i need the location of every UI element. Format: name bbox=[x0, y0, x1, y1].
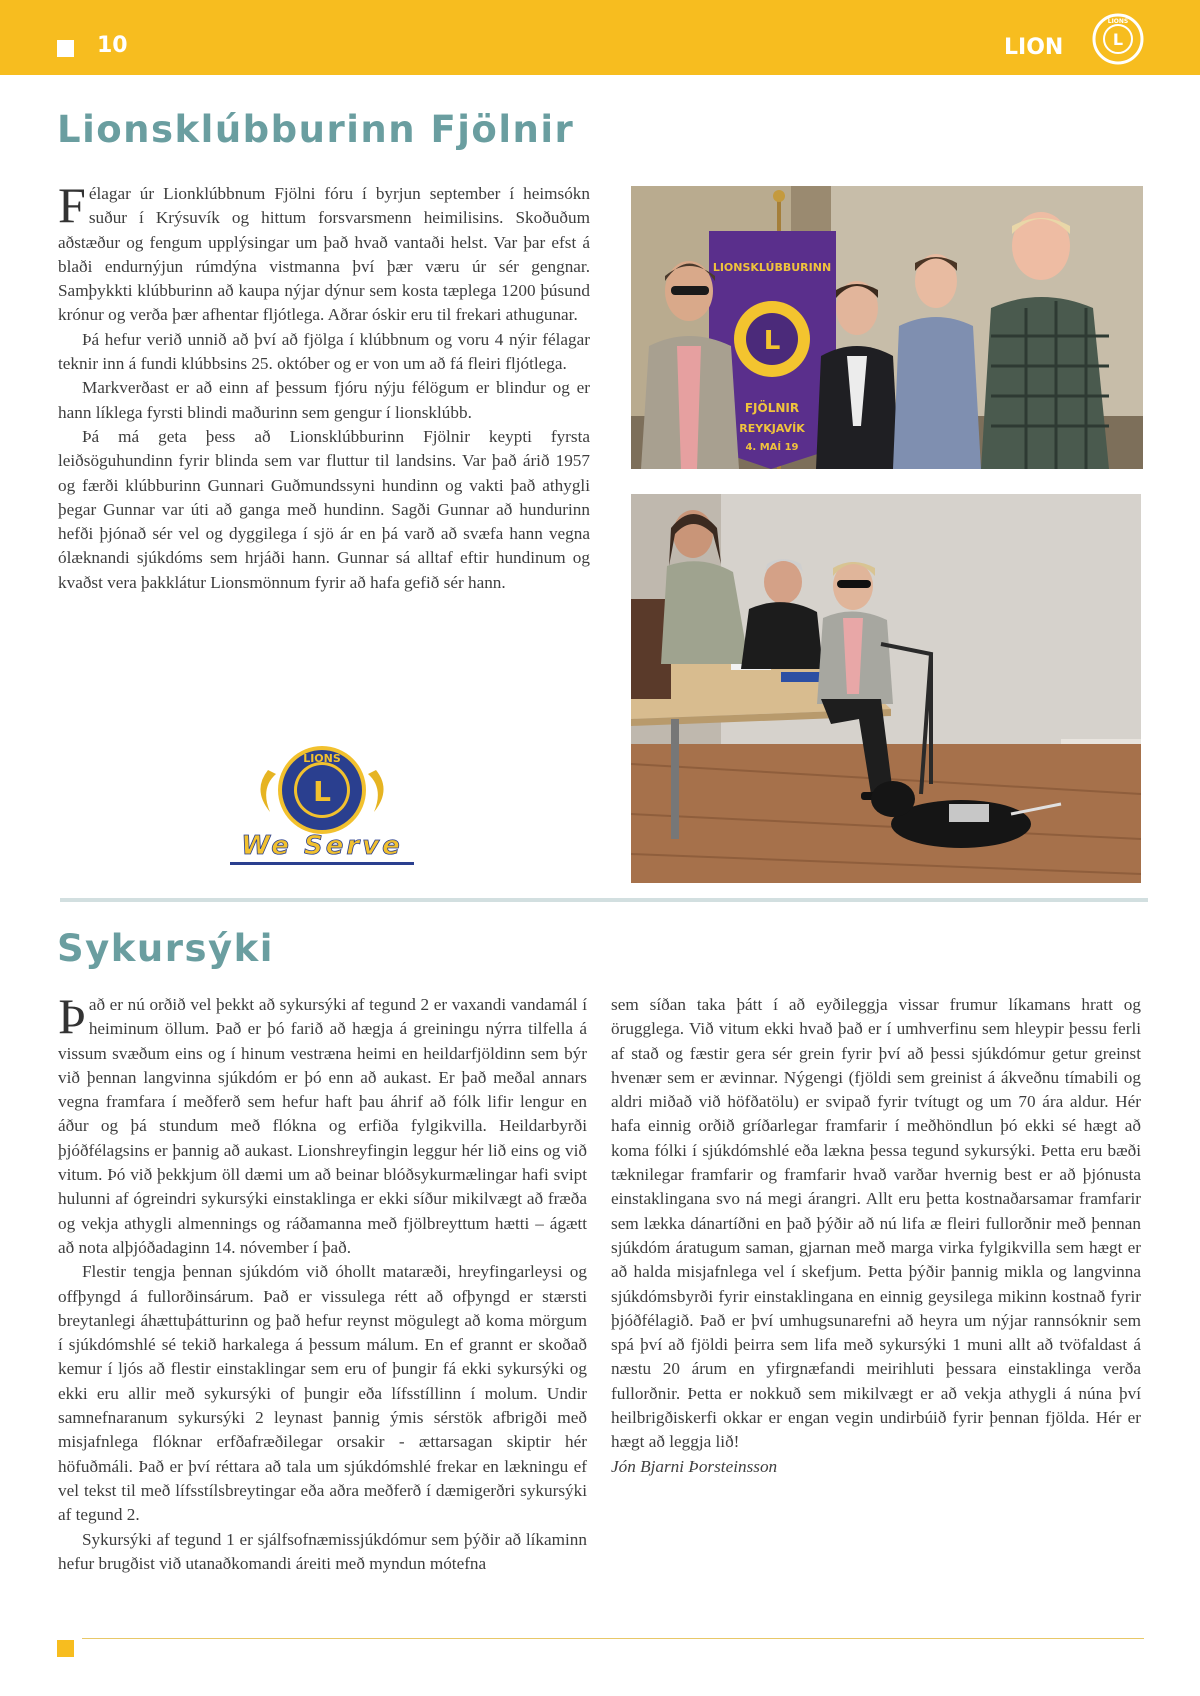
paragraph: Það er nú orðið vel þekkt að sykursýki af tegund 2 er vaxandi vandamál í heiminum öllum. Það er þó farið að hægja á greiningu nýrra tilfella á vissum svæðum eins og í hinum vestræna heimi en heildarfjöldinn sem býr við þennan langvinna sjúkdóm er þó enn að aukast. Er það meðal annars vegna framfara í meðferð sem hefur haft þau áhrif að fólk lifir lengur en áður og þá stundum með flókna og erfiða fylgikvilla. Heildarbyrði þjóðfélagsins er þannig að aukast. Lionshreyfingin leggur hér lið eins og við vitum. Þó við þekkjum öll dæmi um að beinar blóðsykurmælingar hafi svipt hulunni af ógreindri sykursýki einstaklinga er ekki síður mikilvægt að fræða og vekja athygli almennings og ráðamanna með fjölbreyttum hætti – ágætt að nota alþjóðadaginn 14. nóvember í það. bbox=[58, 988, 587, 1257]
paragraph: Þá má geta þess að Lionsklúbburinn Fjölnir keypti fyrsta leiðsöguhundinn fyrir blinda sem var fluttur til landsins. Var það árið 1957 og færði klúbburinn Gunnari Guðmundssyni hundinn og vakti það athygli þegar Gunnar var úti að ganga með hundinn. Sagði Gunnar að hundurinn hefði þjónað sér vel og dyggilega í sjö ár en þá varð að svæfa hann vegna ólæknandi sjúkdóms sem hrjáði hann. Gunnar sá alltaf eftir hundinum og kvaðst vera þakklátur Lionsmönnum fyrir að hafa gefið sér hann. bbox=[58, 426, 590, 592]
emblem-tagline: We Serve bbox=[241, 831, 403, 861]
paragraph: sem síðan taka þátt í að eyðileggja vissar frumur líkamans hratt og örugglega. Við vitum ekki hvað það er í umhverfinu sem hleypir þessu ferli af stað og fæstir gera sér grein fyrir því að þessi sjúkdómur getur greinst hvenær sem er ævinnar. Nýgengi (fjöldi sem greinist á ákveðnu tímabili og aldri miðað við höfðatölu) er svipað fyrir tvítugt og um 70 ára aldur. Hér hafa einnig orðið gríðarlegar framfarir í meðhöndlun þó ekki sé hægt að koma fólki í sjúkdómshlé eða lækna þessa tegund sykursýki. Þetta eru bæði tæknilegar framfarir og framfarir hvað varðar hvernig best er að þjónusta einstaklingana svo ná megi árangri. Allt eru þetta kostnaðarsamar framfarir sem lækka dánartíðni en það þýðir að nú lifa æ fleiri fullorðnir með þennan sjúkdóm áratugum saman, gjarnan með marga virka fylgikvilla sem hægt er að halda misjafnlega vel í skefjum. Þetta þýðir þannig mikla og langvinna sjúkdómsbyrði fyrir einstaklingana en einnig geysilega mikinn kostnað fyrir þjóðfélagið. Það er því umhugsunarefni að heyra um nýjar rannsóknir sem spá því að fjöldi þeirra sem lifa með sykursýki 1 muni allt að tvöfaldast á næstu 20 árum en yfirgnæfandi meirihluti þessara einstaklinga verða fullorðnir. Þetta er nokkuð sem mikilvægt er að vekja athygli á núna því heilbrigðiskerfi okkar er engan vegin undirbúið fyrir þennan fjölda. Hér er hægt að leggja lið! bbox=[611, 995, 1141, 1452]
paragraph: Flestir tengja þennan sjúkdóm við óhollt mataræði, hreyfingarleysi og offþyngd á fullorðinsárum. Það er vissulega rétt að ofþyngd er stærsti breytanlegi áhættuþátturinn og það hefur reynst mögulegt að koma mörgum í sjúkdómshlé sé tekið harkalega á þessum málum. En ef grannt er skoðað kemur í ljós að flestir einstaklingar sem eru of þungir fá ekki sykursýki og ekki eru allir með sykursýki of þungir eða lífsstíllinn í molum. Undir samnefnaranum sykursýki 2 leynast þannig ýmis sérstök afbrigði með misjafnlega flóknar erfðafræðilegar orsakir - ættarsagan skiptir hér höfuðmáli. Það er því réttara að tala um sjúkdómshlé frekar en lækningu ef vel tekst til með lífsstílsbreytingar eða aðra meðferð í dæmigerðri sykursýki af tegund 2. bbox=[58, 1262, 587, 1525]
svg-text:4. MAÍ 19: 4. MAÍ 19 bbox=[745, 442, 799, 453]
article-title: Sykursýki bbox=[57, 927, 274, 970]
emblem-letter: L bbox=[313, 775, 331, 808]
photo-club-members bbox=[631, 186, 1143, 469]
page-number: 10 bbox=[97, 33, 128, 58]
lions-we-serve-emblem bbox=[230, 740, 414, 866]
svg-text:LIONSKLÚBBURINN: LIONSKLÚBBURINN bbox=[712, 261, 832, 274]
paragraph: Þá hefur verið unnið að því að fjölga í klúbbnum og voru 4 nýir félagar teknir inn á fundi klúbbsins 25. október og er von um að fá fleiri fljótlega. bbox=[58, 329, 590, 374]
footer-rule bbox=[82, 1638, 1144, 1639]
author-byline: Jón Bjarni Þorsteinsson bbox=[611, 1456, 778, 1476]
article-body-right-column bbox=[611, 993, 1141, 1479]
article-title: Lionsklúbburinn Fjölnir bbox=[57, 108, 575, 151]
lions-logo-icon bbox=[1090, 12, 1146, 66]
paragraph: Sykursýki af tegund 1 er sjálfsofnæmissjúkdómur sem þýðir að líkaminn hefur brugðist við utanaðkomandi áreiti með myndun mótefna bbox=[58, 1529, 587, 1573]
svg-text:L: L bbox=[763, 326, 781, 356]
paragraph: Markverðast er að einn af þessum fjóru nýju félögum er blindur og er hann líklega fyrsti blindi maðurinn sem gengur í lionsklúbb. bbox=[58, 378, 590, 422]
paragraph: Félagar úr Lionklúbbnum Fjölni fóru í byrjun september í heimsókn suður í Krýsuvík og hittum forsvarsmenn heimilisins. Skoðuðum aðstæður og fengum upplýsingar um það hvað vantaði helst. Var þar efst á blaði endurnýjun rúmdýna vistmanna því þær væru úr sér gengnar. Samþykkti klúbburinn að kaupa nýjar dýnur sem kosta tæplega 1200 þúsund krónur og verða þær afhentar fljótlega. Aðrar óskir eru til frekari athugunar. bbox=[58, 177, 590, 325]
drop-cap: F bbox=[58, 177, 86, 233]
header-square-marker bbox=[57, 40, 74, 57]
svg-text:L: L bbox=[1112, 30, 1124, 49]
magazine-name: LION bbox=[1004, 35, 1064, 60]
article-body-left-column bbox=[58, 988, 587, 1576]
drop-cap: Þ bbox=[58, 988, 86, 1044]
section-divider bbox=[60, 898, 1148, 902]
footer-square-marker bbox=[57, 1640, 74, 1657]
article-body bbox=[58, 177, 590, 595]
svg-text:REYKJAVÍK: REYKJAVÍK bbox=[739, 422, 805, 435]
svg-text:LIONS: LIONS bbox=[1107, 18, 1129, 25]
emblem-ring-text: LIONS bbox=[303, 752, 341, 765]
photo-meeting-guide-dog bbox=[631, 494, 1141, 883]
page-header bbox=[0, 0, 1200, 75]
svg-text:FJÖLNIR: FJÖLNIR bbox=[744, 401, 800, 415]
